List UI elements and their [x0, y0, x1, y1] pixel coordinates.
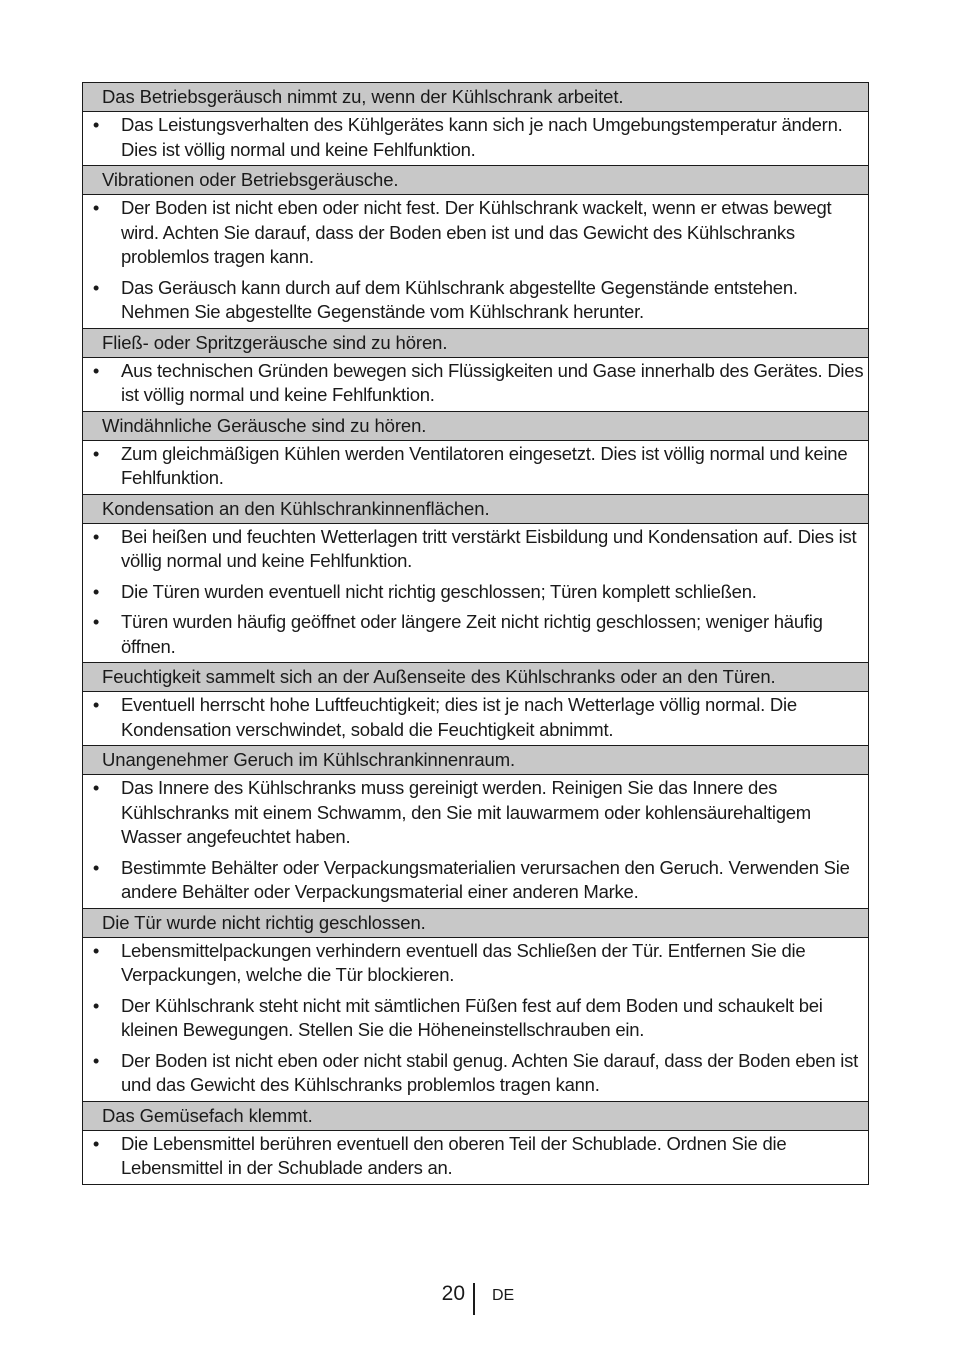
solution-list: [83, 524, 868, 664]
problem-section: [83, 1102, 868, 1184]
problem-section: [83, 495, 868, 664]
problem-section: [83, 746, 868, 909]
bullet-icon: •: [92, 1049, 100, 1071]
solution-list: [83, 775, 868, 909]
problem-heading: Fließ- oder Spritzgeräusche sind zu hören.: [83, 329, 868, 358]
problem-heading: Das Betriebsgeräusch nimmt zu, wenn der Kühlschrank arbeitet.: [83, 83, 868, 112]
solution-list: [83, 692, 868, 746]
problem-heading: Die Tür wurde nicht richtig geschlossen.: [83, 909, 868, 938]
solution-item: [83, 276, 864, 325]
solution-item: [83, 856, 864, 905]
solution-list: [83, 112, 868, 166]
problem-section: [83, 663, 868, 746]
solution-item: [83, 113, 864, 162]
solution-text: Aus technischen Gründen bewegen sich Flüssigkeiten und Gase innerhalb des Gerätes. Dies ist völlig normal und keine Fehlfunktion.: [121, 359, 864, 405]
solution-list: [83, 938, 868, 1102]
solution-list: [83, 441, 868, 495]
problem-section: [83, 329, 868, 412]
page-number: 20: [441, 1282, 465, 1305]
solution-text: Das Leistungsverhalten des Kühlgerätes kann sich je nach Umgebungstemperatur ändern. Dies ist völlig normal und keine Fehlfunktion.: [121, 114, 843, 160]
solution-item: [83, 196, 864, 270]
solution-item: [83, 359, 864, 408]
problem-section: [83, 412, 868, 495]
bullet-icon: •: [92, 611, 100, 632]
solution-text: Bestimmte Behälter oder Verpackungsmaterialien verursachen den Geruch. Verwenden Sie andere Behälter oder Verpackungsmaterial einer anderen Marke.: [121, 856, 850, 902]
problem-section: [83, 909, 868, 1102]
problem-heading: Feuchtigkeit sammelt sich an der Außenseite des Kühlschranks oder an den Türen.: [83, 663, 868, 692]
solution-list: [83, 195, 868, 329]
bullet-icon: •: [92, 939, 100, 961]
problem-heading: Windähnliche Geräusche sind zu hören.: [83, 412, 868, 441]
solution-text: Zum gleichmäßigen Kühlen werden Ventilatoren eingesetzt. Dies ist völlig normal und keine Fehlfunktion.: [121, 442, 848, 488]
solution-text: Die Türen wurden eventuell nicht richtig geschlossen; Türen komplett schließen.: [121, 580, 757, 602]
solution-item: [83, 610, 864, 659]
solution-text: Der Boden ist nicht eben oder nicht fest. Der Kühlschrank wackelt, wenn er etwas bewegt wird. Achten Sie darauf, dass der Boden eben ist und das Gewicht des Kühlschranks problemlos tragen kann.: [121, 197, 832, 267]
problem-heading: Kondensation an den Kühlschrankinnenflächen.: [83, 495, 868, 524]
language-code: DE: [492, 1287, 515, 1304]
page-footer: [0, 1281, 954, 1315]
solution-text: Das Innere des Kühlschranks muss gereinigt werden. Reinigen Sie das Innere des Kühlschranks mit einem Schwamm, den Sie mit lauwarmem oder kohlensäurehaltigem Wasser angefeuchtet haben.: [121, 777, 811, 847]
bullet-icon: •: [92, 1132, 100, 1154]
bullet-icon: •: [92, 777, 100, 798]
solution-item: [83, 1049, 864, 1098]
bullet-icon: •: [92, 525, 100, 547]
bullet-icon: •: [92, 580, 100, 602]
solution-item: [83, 1132, 864, 1181]
solution-text: Bei heißen und feuchten Wetterlagen tritt verstärkt Eisbildung und Kondensation auf. Dies ist völlig normal und keine Fehlfunktion.: [121, 525, 857, 571]
footer-divider: [473, 1283, 475, 1315]
solution-text: Lebensmittelpackungen verhindern eventuell das Schließen der Tür. Entfernen Sie die Verpackungen, welche die Tür blockieren.: [121, 939, 806, 985]
bullet-icon: •: [92, 276, 100, 298]
bullet-icon: •: [92, 359, 100, 381]
problem-section: [83, 83, 868, 166]
bullet-icon: •: [92, 114, 100, 135]
solution-item: [83, 939, 864, 988]
solution-item: [83, 693, 864, 742]
solution-item: [83, 525, 864, 574]
solution-text: Der Boden ist nicht eben oder nicht stabil genug. Achten Sie darauf, dass der Boden eben ist und das Gewicht des Kühlschranks problemlos tragen kann.: [121, 1049, 859, 1095]
solution-text: Die Lebensmittel berühren eventuell den oberen Teil der Schublade. Ordnen Sie die Lebensmittel in der Schublade anders an.: [121, 1132, 787, 1178]
bullet-icon: •: [92, 994, 100, 1016]
bullet-icon: •: [92, 856, 100, 878]
bullet-icon: •: [92, 442, 100, 464]
solution-item: [83, 580, 864, 605]
bullet-icon: •: [92, 694, 100, 715]
solution-item: [83, 994, 864, 1043]
problem-heading: Das Gemüsefach klemmt.: [83, 1102, 868, 1131]
solution-text: Der Kühlschrank steht nicht mit sämtlichen Füßen fest auf dem Boden und schaukelt bei kleinen Bewegungen. Stellen Sie die Höheneinstellschrauben ein.: [121, 994, 823, 1040]
troubleshooting-table: [82, 82, 869, 1185]
solution-text: Türen wurden häufig geöffnet oder längere Zeit nicht richtig geschlossen; weniger häufig öffnen.: [121, 611, 823, 657]
solution-text: Das Geräusch kann durch auf dem Kühlschrank abgestellte Gegenstände entstehen. Nehmen Sie abgestellte Gegenstände vom Kühlschrank herunter.: [121, 276, 798, 322]
solution-list: [83, 358, 868, 412]
solution-text: Eventuell herrscht hohe Luftfeuchtigkeit; dies ist je nach Wetterlage völlig normal. Die Kondensation verschwindet, sobald die Feuchtigkeit abnimmt.: [121, 694, 797, 740]
bullet-icon: •: [92, 197, 100, 218]
problem-section: [83, 166, 868, 329]
solution-item: [83, 776, 864, 850]
problem-heading: Vibrationen oder Betriebsgeräusche.: [83, 166, 868, 195]
problem-heading: Unangenehmer Geruch im Kühlschrankinnenraum.: [83, 746, 868, 775]
solution-list: [83, 1131, 868, 1184]
solution-item: [83, 442, 864, 491]
